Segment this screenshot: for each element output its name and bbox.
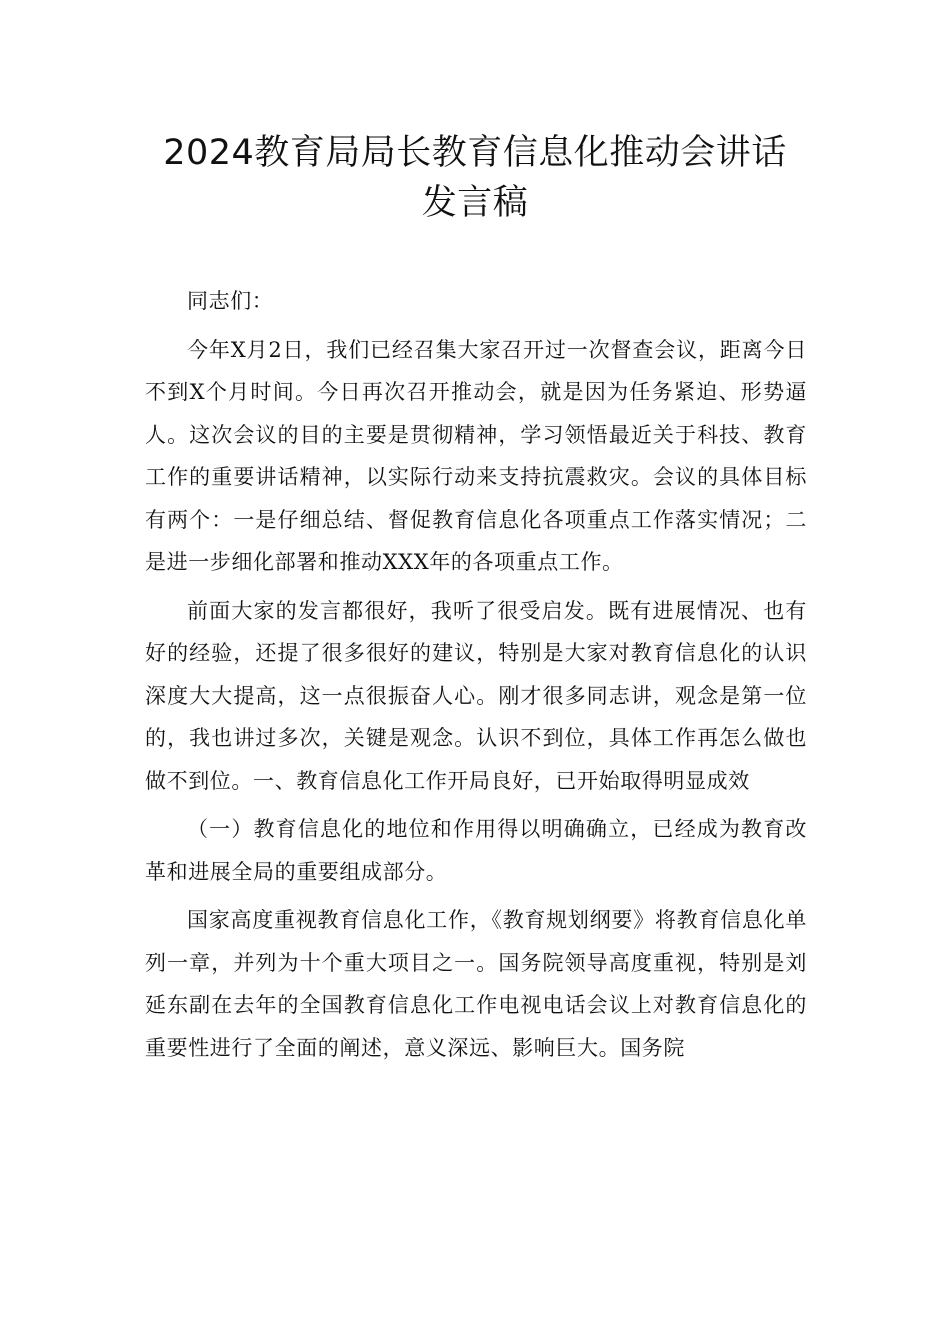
paragraph-salutation: 同志们： [187,289,274,313]
document-title [100,128,850,228]
paragraph: 国家高度重视教育信息化工作，《教育规划纲要》将教育信息化单列一章，并列为十个重大项目之一。国务院领导高度重视，特别是刘延东副在去年的全国教育信息化工作电视电话会议上对教育信息化的重要性进行了全面的阐述，意义深远、影响巨大。国务院 [145,908,807,1060]
paragraph-section-heading: （一）教育信息化的地位和作用得以明确确立，已经成为教育改革和进展全局的重要组成部分。 [145,817,807,884]
title-line-2: 发言稿 [421,183,529,223]
paragraph: 前面大家的发言都很好，我听了很受启发。既有进展情况、也有好的经验，还提了很多很好的建议，特别是大家对教育信息化的认识深度大大提高，这一点很振奋人心。刚才很多同志讲，观念是第一位的，我也讲过多次，关键是观念。认识不到位，具体工作再怎么做也做不到位。一、教育信息化工作开局良好，已开始取得明显成效 [145,598,807,793]
title-line-1: 2024教育局局长教育信息化推动会讲话 [163,133,787,173]
paragraph: 今年X月2日，我们已经召集大家召开过一次督查会议，距离今日不到X个月时间。今日再次召开推动会，就是因为任务紧迫、形势逼人。这次会议的目的主要是贯彻精神，学习领悟最近关于科技、教育工作的重要讲话精神，以实际行动来支持抗震救灾。会议的具体目标有两个：一是仔细总结、督促教育信息化各项重点工作落实情况；二是进一步细化部署和推动XXX年的各项重点工作。 [145,337,807,574]
document-body [145,280,807,1075]
